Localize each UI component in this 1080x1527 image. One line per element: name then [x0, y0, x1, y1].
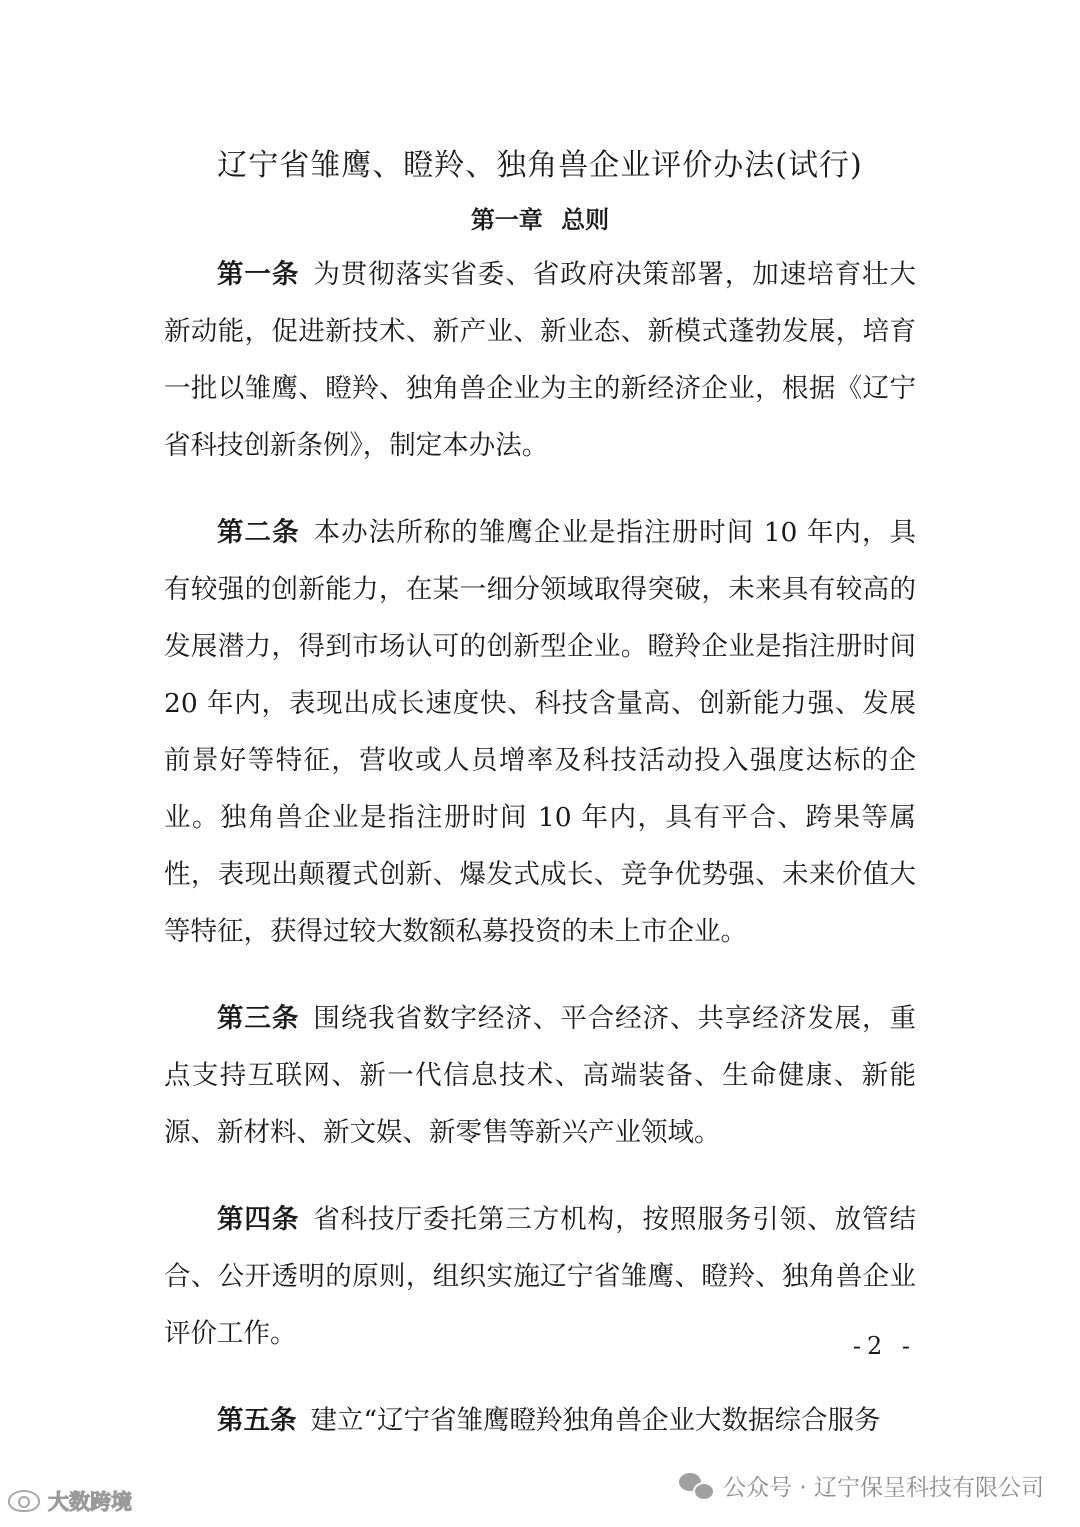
article-label: 第五条 — [217, 1405, 297, 1436]
article-4 — [164, 1191, 916, 1362]
wechat-icon — [679, 1471, 713, 1499]
document-title: 辽宁省雏鹰、瞪羚、独角兽企业评价办法(试行) — [217, 148, 863, 183]
weibo-watermark — [8, 1486, 132, 1516]
article-1 — [164, 246, 916, 474]
weibo-account-text: 大数跨境 — [48, 1490, 132, 1514]
article-5 — [164, 1392, 916, 1449]
sina-weibo-icon — [8, 1490, 40, 1512]
article-text: 建立“辽宁省雏鹰瞪羚独角兽企业大数据综合服务 — [310, 1405, 881, 1436]
article-label: 第一条 — [217, 259, 300, 290]
article-label: 第二条 — [217, 517, 300, 548]
page-number: -2 - — [852, 1332, 916, 1360]
wechat-account-text: 公众号 · 辽宁保呈科技有限公司 — [723, 1474, 1044, 1501]
article-2 — [164, 504, 916, 960]
chapter-heading: 第一章 总则 — [470, 206, 610, 234]
document-body — [164, 246, 916, 1479]
article-text: 围绕我省数字经济、平合经济、共享经济发展，重点支持互联网、新一代信息技术、高端装备、生命健康、新能源、新材料、新文娱、新零售等新兴产业领域。 — [164, 1003, 916, 1148]
article-text: 为贯彻落实省委、省政府决策部署，加速培育壮大新动能，促进新技术、新产业、新业态、新模式蓬勃发展，培育一批以雏鹰、瞪羚、独角兽企业为主的新经济企业，根据《辽宁省科技创新条例》，制定本办法。 — [164, 259, 916, 461]
article-label: 第四条 — [217, 1204, 300, 1235]
wechat-watermark — [679, 1468, 1044, 1502]
article-text: 本办法所称的雏鹰企业是指注册时间 10 年内，具有较强的创新能力，在某一细分领域取得突破，未来具有较高的发展潜力，得到市场认可的创新型企业。瞪羚企业是指注册时间 20 年内，表现出成长速度快、科技含量高、创新能力强、发展前景好等特征，营收或人员增率及科技活动投入强度达标的企业。独角兽企业是指注册时间 10 年内，具有平合、跨果等属性，表现出颠覆式创新、爆发式成长、竞争优势强、未来价值大等特征，获得过较大数额私募投资的未上市企业。 — [164, 517, 916, 947]
article-label: 第三条 — [217, 1003, 300, 1034]
article-text: 省科技厅委托第三方机构，按照服务引领、放管结合、公开透明的原则，组织实施辽宁省雏鹰、瞪羚、独角兽企业评价工作。 — [164, 1204, 916, 1349]
article-3 — [164, 990, 916, 1161]
